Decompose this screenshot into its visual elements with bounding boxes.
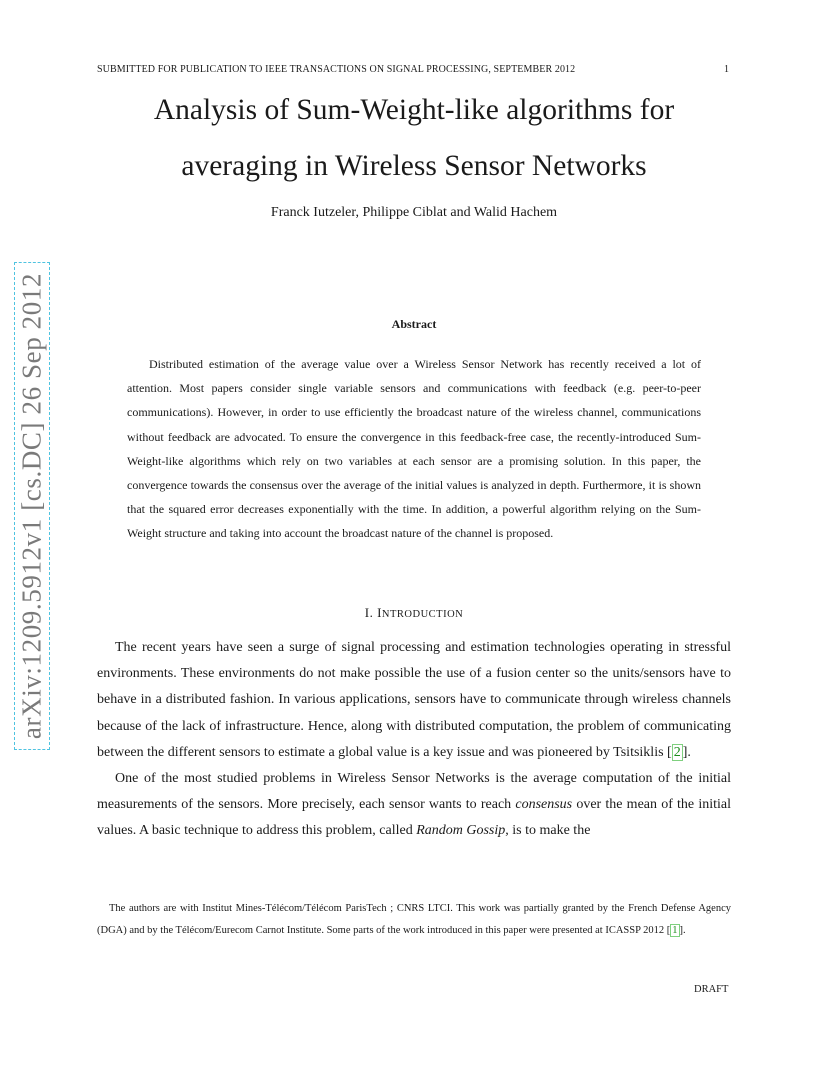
introduction-body bbox=[97, 635, 731, 845]
footer-draft-label: DRAFT bbox=[694, 984, 729, 995]
paragraph-text: The recent years have seen a surge of signal processing and estimation technologies operating in stressful environments. These environments do not make possible the use of a fusion center so the units/sensors have to behave in a distributed fashion. In various applications, sensors have to communicate through wireless channels because of the lack of infrastructure. Hence, along with distributed computation, the problem of communicating between the different sensors to estimate a global value is a key issue and was pioneered by Tsitsiklis bbox=[97, 640, 731, 760]
emphasis-consensus: consensus bbox=[515, 797, 573, 813]
citation-link[interactable]: 2 bbox=[673, 744, 681, 760]
footnote: The authors are with Institut Mines-Télécom/Télécom ParisTech ; CNRS LTCI. This work was partially granted by the French Defense Agency (DGA) and by the Télécom/Eurecom Carnot Institute. Some parts of the work introduced in this paper were presented at ICASSP 2012 [ 1 ]. bbox=[97, 903, 731, 936]
citation-link[interactable]: 1 bbox=[672, 924, 678, 936]
title-line-2: averaging in Wireless Sensor Networks bbox=[181, 150, 647, 182]
running-header: SUBMITTED FOR PUBLICATION TO IEEE TRANSACTIONS ON SIGNAL PROCESSING, SEPTEMBER 2012 bbox=[97, 64, 576, 75]
title-line-1: Analysis of Sum-Weight-like algorithms for bbox=[153, 94, 675, 126]
abstract-text: Distributed estimation of the average value over a Wireless Sensor Network has recently received a lot of attention. Most papers consider single variable sensors and communications with feedback (e.g. peer-to-peer communications). However, in order to use efficiently the broadcast nature of the wireless channel, communications without feedback are advocated. To ensure the convergence in this feedback-free case, the recently-introduced Sum-Weight-like algorithms which rely on two variables at each sensor are a promising solution. In this paper, the convergence towards the consensus over the average of the initial values is analyzed in depth. Furthermore, it is shown that the squared error decreases exponentially with the time. In addition, a powerful algorithm relying on the Sum-Weight structure and taking into account the broadcast nature of the channel is proposed. bbox=[127, 357, 701, 541]
abstract-heading: Abstract bbox=[391, 317, 437, 331]
paragraph-text: , is to make the bbox=[505, 823, 591, 839]
section-number: I. bbox=[364, 605, 374, 620]
paragraph bbox=[97, 766, 731, 845]
author-list: Franck Iutzeler, Philippe Ciblat and Walid Hachem bbox=[270, 205, 558, 220]
footnote-end: . bbox=[683, 924, 686, 936]
section-title-initial: I bbox=[377, 605, 382, 620]
section-heading-introduction bbox=[0, 605, 828, 621]
paragraph-end: . bbox=[687, 744, 691, 760]
abstract-body bbox=[127, 352, 701, 546]
footnote-text: The authors are with Institut Mines-Télécom/Télécom ParisTech ; CNRS LTCI. This work was partially granted by the French Defense Agency (DGA) and by the Télécom/Eurecom Carnot Institute. Some parts of the work introduced in this paper were presented at ICASSP 2012 bbox=[97, 903, 731, 936]
paragraph-text: One of the most studied problems in Wireless Sensor Networks is the average computation of the initial measurements of the sensors. More precisely, each sensor wants to reach bbox=[97, 771, 731, 813]
arxiv-stamp-link[interactable] bbox=[14, 262, 50, 750]
arxiv-identifier: arXiv:1209.5912v1 [cs.DC] 26 Sep 2012 bbox=[16, 272, 47, 740]
section-title-rest: NTRODUCTION bbox=[381, 609, 464, 620]
paper-title bbox=[0, 82, 828, 194]
paragraph-text: over the mean of the initial values. A basic technique to address this problem, called bbox=[97, 797, 731, 839]
emphasis-random-gossip: Random Gossip bbox=[416, 823, 506, 839]
page-number: 1 bbox=[724, 64, 729, 75]
paragraph: The recent years have seen a surge of signal processing and estimation technologies operating in stressful environments. These environments do not make possible the use of a fusion center so the units/sensors have to behave in a distributed fashion. In various applications, sensors have to communicate through wireless channels because of the lack of infrastructure. Hence, along with distributed computation, the problem of communicating between the different sensors to estimate a global value is a key issue and was pioneered by Tsitsiklis [ 2 ]. bbox=[97, 640, 731, 760]
